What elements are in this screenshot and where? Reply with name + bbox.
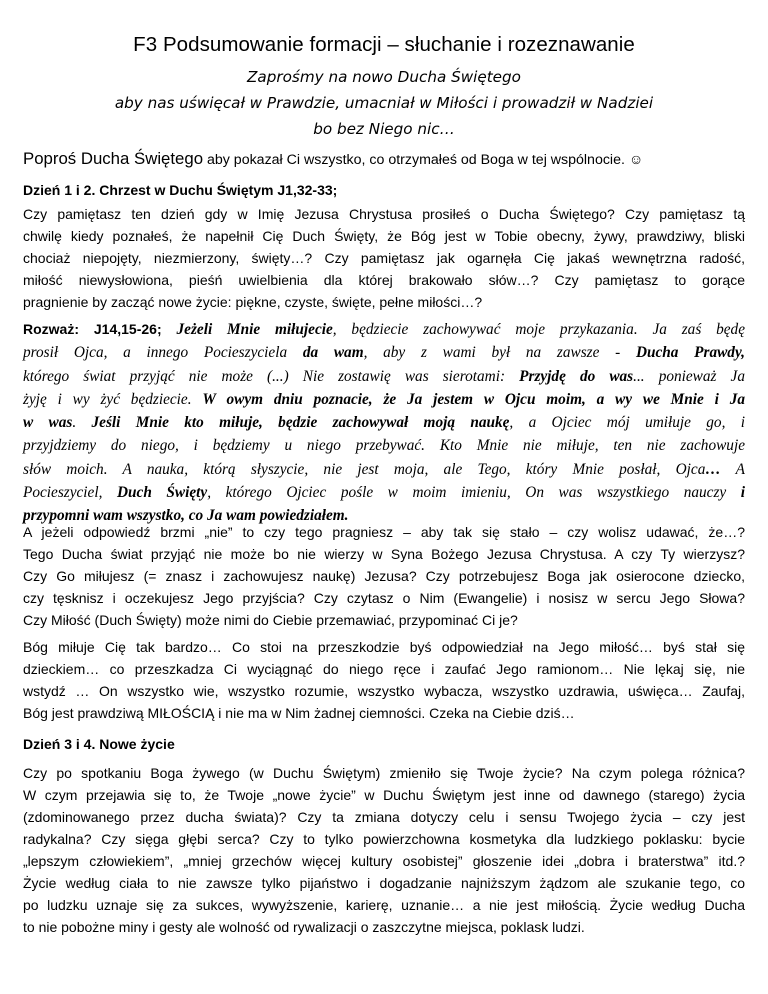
page-title: F3 Podsumowanie formacji – słuchanie i rozeznawanie xyxy=(133,33,635,56)
invocation-line: aby nas uświęcał w Prawdzie, umacniał w Miłości i prowadził w Nadziei xyxy=(114,94,654,112)
text-line: dzieckiem… co przeszkadza Ci wyciągnąć do niego ręce i zaufać Jego ramionom… Nie lękaj się, nie xyxy=(23,661,745,677)
day1-paragraph xyxy=(23,203,745,313)
scripture-text: Pocieszyciel, xyxy=(23,484,117,502)
scripture-line xyxy=(23,365,745,388)
text-line: miłość niewysłowiona, pieśń uwielbienia dla której brakowało słów…? Czy pamiętasz to gorące xyxy=(23,272,745,288)
scripture-text: A xyxy=(720,460,745,478)
scripture-emphasis: Duch Święty xyxy=(117,484,208,502)
intro-paragraph xyxy=(23,149,745,169)
text-line: Czy po spotkaniu Boga żywego (w Duchu Świętym) zmieniło się Twoje życie? Na czym polega różnica? xyxy=(23,765,745,781)
day3-paragraph xyxy=(23,762,745,938)
text-line: chociaż niepojęty, niezmierzony, święty…? Czy pamiętasz jak ogarnęła Cię jakaś wewnętrzna radość, xyxy=(23,250,745,266)
text-line: po ludzku uznaje się za sukces, wywyższenie, karierę, uznanie… a nie jest miłością. Życie według Ducha xyxy=(23,897,745,913)
text-line: Czy Go miłujesz (= znasz i zachowujesz naukę) Jezusa? Czy potrzebujesz Boga jak osierocone dziecko, xyxy=(23,568,745,584)
scripture-line xyxy=(23,434,745,457)
scripture-emphasis: w was xyxy=(23,414,73,432)
scripture-text: słów moich. A nauka, którą słyszycie, nie jest moja, ale Tego, który Mnie posłał, Ojca xyxy=(23,460,706,478)
scripture-line xyxy=(23,481,745,504)
response-paragraph xyxy=(23,521,745,631)
text-line: czy tęsknisz i oczekujesz Jego przyjścia? Czy czytasz o Nim (Ewangelie) i nosisz w sercu Jego Słowa? xyxy=(23,590,745,606)
scripture-text: , a Ojciec mój umiłuje go, i xyxy=(509,414,745,432)
scripture-emphasis: Jeśli Mnie kto miłuje, będzie zachowywał moją naukę xyxy=(91,414,510,432)
scripture-emphasis: Ducha Prawdy, xyxy=(635,344,745,362)
scripture-emphasis: da wam xyxy=(302,344,364,362)
text-line: pragnienie by zacząć nowe życie: piękne, czyste, święte, pełne miłości…? xyxy=(23,294,483,310)
scripture-text: , aby z wami był na zawsze - xyxy=(363,344,636,362)
invocation-line: Zaprośmy na nowo Ducha Świętego xyxy=(247,68,521,86)
scripture-emphasis: Przyjdę do was xyxy=(519,367,634,385)
text-line: to nie pobożne miny i gesty ale wolność od rywalizacji o zaszczytne miejsca, poklask ludzi. xyxy=(23,919,585,935)
scripture-line xyxy=(23,458,745,481)
text-line: Czy Miłość (Duch Święty) może nimi do Ciebie przemawiać, przypominać Ci je? xyxy=(23,612,518,628)
scripture-emphasis: … xyxy=(705,460,721,478)
scripture-text: , którego Ojciec pośle w moim imieniu, On was wszystkiego nauczy xyxy=(207,484,741,502)
invocation xyxy=(23,64,745,142)
text-line: A jeżeli odpowiedź brzmi „nie” to czy tego pragniesz – aby tak się stało – czy wolisz udawać, że…? xyxy=(23,524,745,540)
text-line: Bóg miłuje Cię tak bardzo… Co stoi na przeszkodzie byś odpowiedział na Jego miłość… byś stał się xyxy=(23,639,745,655)
invocation-line: bo bez Niego nic… xyxy=(313,120,455,138)
text-line: Czy pamiętasz ten dzień gdy w Imię Jezusa Chrystusa prosiłeś o Ducha Świętego? Czy pamiętasz tą xyxy=(23,206,745,222)
scripture-line xyxy=(23,411,745,434)
scripture-line xyxy=(23,318,745,341)
scripture-text: żyję i wy żyć będziecie. xyxy=(23,390,203,408)
section-heading-day3: Dzień 3 i 4. Nowe życie xyxy=(23,736,175,752)
section-heading-day1: Dzień 1 i 2. Chrzest w Duchu Świętym J1,32-33; xyxy=(23,182,338,198)
love-paragraph xyxy=(23,636,745,724)
scripture-emphasis: i xyxy=(740,484,746,502)
text-line: Życie według ciała to nie zawsze tylko pijaństwo i dogadzanie najniższym żądzom ale szukanie tego, co xyxy=(23,875,745,891)
text-line: wstydź … On wszystko wie, wszystko rozumie, wszystko wybacza, wszystko uzdrawia, uświęca… Zaufaj, xyxy=(23,683,745,699)
text-line: chwilę kiedy poznałeś, że napełnił Cię Duch Święty, że Bóg jest w Tobie obecny, żywy, prawdziwy, bliski xyxy=(23,228,745,244)
scripture-text: którego świat przyjąć nie może (...) Nie zostawię was sierotami: xyxy=(23,367,520,385)
scripture-line xyxy=(23,388,745,411)
scripture-text: ... ponieważ Ja xyxy=(633,367,745,385)
scripture-text: prosił Ojca, a innego Pocieszyciela xyxy=(23,344,303,362)
intro-lead: Poproś Ducha Świętego xyxy=(23,149,204,168)
text-line: Tego Ducha świat przyjąć nie może bo nie wierzy w Syna Bożego Jezusa Chrystusa. A czy Ty wierzysz? xyxy=(23,546,745,562)
reflection-label: Rozważ: J14,15-26; xyxy=(23,321,177,337)
text-line: (zdominowanego przez ducha świata)? Czy ta zmiana dotyczy celu i sensu Twojego życia – czy jest xyxy=(23,809,745,825)
text-line: radykalna? Czy sięga głębi serca? Czy to tylko powierzchowna kosmetyka dla ludzkiego poklasku: bycie xyxy=(23,831,745,847)
scripture-emphasis: przypomni wam wszystko, co Ja wam powiedziałem. xyxy=(23,507,349,525)
scripture-text: , będziecie zachowywać moje przykazania. Ja zaś będę xyxy=(332,321,745,338)
intro-text: aby pokazał Ci wszystko, co otrzymałeś od Boga w tej wspólnocie. ☺ xyxy=(203,152,644,168)
scripture-emphasis: Jeżeli Mnie miłujecie xyxy=(176,321,333,338)
scripture-emphasis: W owym dniu poznacie, że Ja jestem w Ojcu moim, a wy we Mnie i Ja xyxy=(202,390,745,408)
text-line: W czym przejawia się to, że Twoje „nowe życie” w Duchu Świętym jest inne od dawnego (starego) życia xyxy=(23,787,745,803)
scripture-text: przyjdziemy do niego, i będziemy u niego przebywać. Kto Mnie nie miłuje, ten nie zachowuje xyxy=(23,437,745,455)
text-line: Bóg jest prawdziwą MIŁOŚCIĄ i nie ma w Nim żadnej ciemności. Czeka na Ciebie dziś… xyxy=(23,705,575,721)
scripture-reflection xyxy=(23,318,745,528)
scripture-text: . xyxy=(72,414,92,432)
scripture-line xyxy=(23,341,745,364)
text-line: „lepszym człowiekiem”, „mniej grzechów więcej kultury osobistej” głoszenie idei „dobra i braterstwa” itd.? xyxy=(23,853,745,869)
